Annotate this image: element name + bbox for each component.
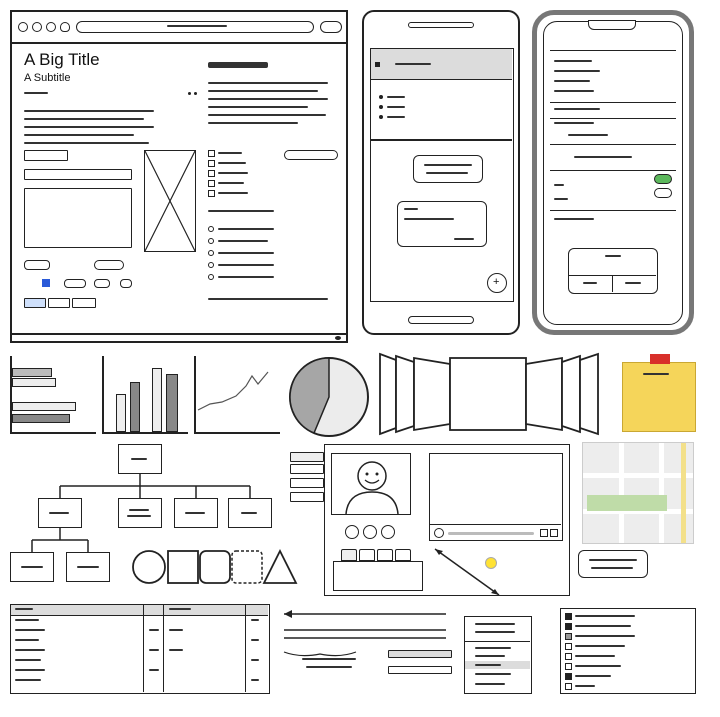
toggle-off[interactable] [654,188,672,198]
tab-1[interactable] [24,298,46,308]
tab-panel [333,561,423,591]
browser-status-divider [12,333,346,335]
toggle-button[interactable] [94,260,124,270]
textarea[interactable] [24,188,132,248]
back-icon[interactable] [18,22,28,32]
org-node-4 [228,498,272,528]
iphone-alert [568,248,658,294]
action-bar [371,49,512,80]
floating-action-button[interactable]: + [487,273,507,293]
tab-3[interactable] [72,298,96,308]
browser-titlebar-divider [12,42,346,44]
record-button[interactable] [345,525,359,539]
tab-bar [341,549,413,561]
search-pill[interactable] [284,150,338,160]
button-sketch[interactable] [578,550,648,578]
org-node-2 [118,498,162,528]
image-placeholder [144,150,196,252]
vertical-bar-chart [102,356,188,434]
video-progress-bar[interactable] [448,532,534,535]
stepper-3[interactable] [120,279,132,288]
home-icon[interactable] [60,22,70,32]
text-input[interactable] [24,169,132,180]
page-subtitle: A Subtitle [24,72,71,84]
notch [588,20,636,30]
org-node-1 [38,498,82,528]
resize-handle[interactable] [335,336,341,340]
speaker-slot [408,22,474,28]
arrow-line [431,545,511,605]
fullscreen-icon[interactable] [550,529,558,537]
android-phone [362,10,520,335]
video-player [429,453,563,541]
progress-bar [388,650,452,658]
pin-icon [650,354,670,364]
forward-icon[interactable] [32,22,42,32]
org-node-6 [66,552,110,582]
home-indicator [408,316,474,324]
android-screen [370,48,514,302]
org-node-root [118,444,162,474]
media-panel [324,444,570,596]
vertical-tabs [290,452,324,504]
context-menu [464,616,532,694]
tab-2[interactable] [48,298,70,308]
iphone-screen [543,21,683,325]
progress-bar-2 [388,666,452,674]
org-node-3 [174,498,218,528]
android-button[interactable] [413,155,483,183]
cover-flow [378,352,602,436]
checkbox-blue[interactable] [42,279,50,287]
dropdown-select[interactable] [24,150,68,161]
button-1[interactable] [24,260,50,270]
android-dialog [397,201,487,247]
pause-button[interactable] [363,525,377,539]
toggle-on[interactable] [654,174,672,184]
page-title: A Big Title [24,50,100,69]
breadcrumb [24,92,48,94]
line-chart [194,356,280,434]
stepper-2[interactable] [94,279,110,288]
org-node-5 [10,552,54,582]
data-grid [10,604,270,694]
close-tab-icon[interactable] [46,22,56,32]
browser-window [10,10,348,343]
iphone [532,10,694,335]
file-tree [560,608,696,694]
basic-shapes [130,548,300,588]
map [582,442,694,544]
volume-icon[interactable] [540,529,548,537]
horizontal-bar-chart [10,356,96,434]
pie-chart [288,356,370,438]
scribble-heading [208,62,268,68]
avatar [331,453,411,515]
sticky-note [622,362,696,432]
address-bar[interactable] [76,21,314,33]
menu-button[interactable] [320,21,342,33]
cursor-highlight [485,557,497,569]
play-button[interactable] [381,525,395,539]
stepper-1[interactable] [64,279,86,288]
video-play-icon[interactable] [434,528,444,538]
